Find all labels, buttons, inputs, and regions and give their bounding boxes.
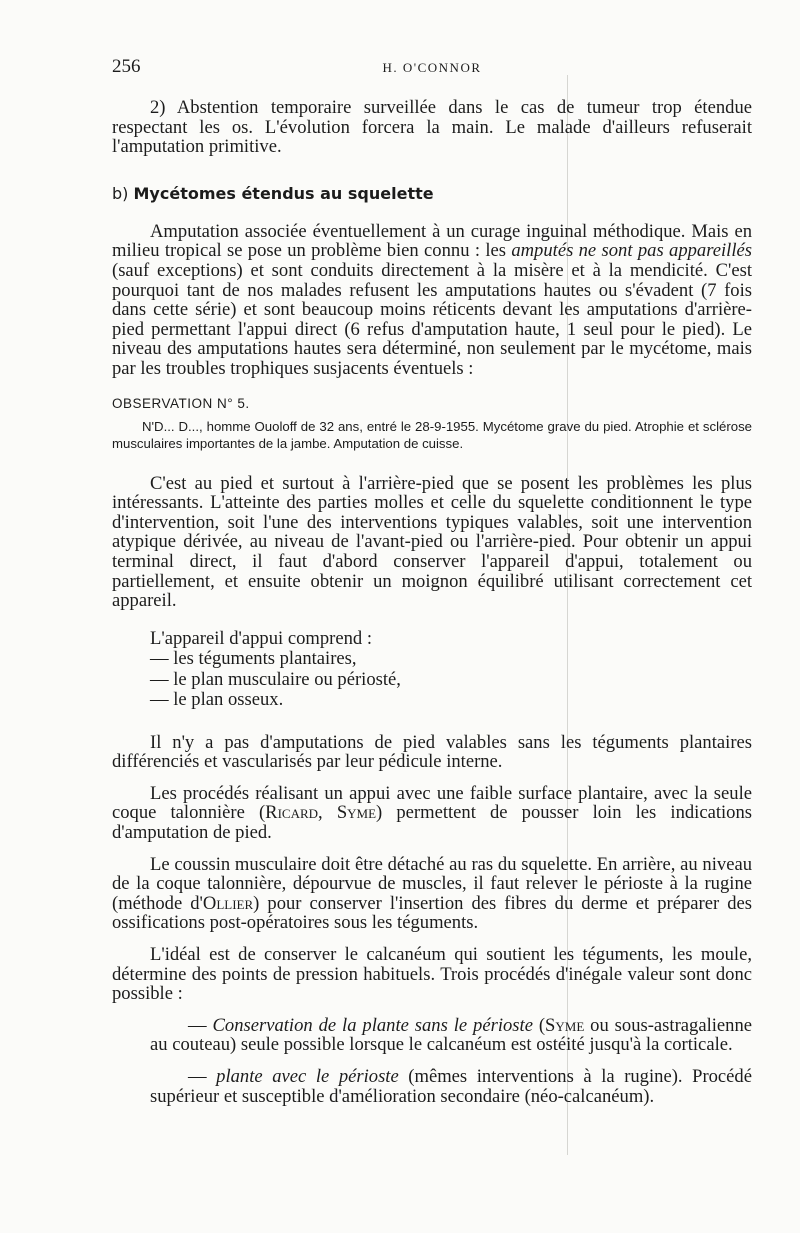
italic-run: Conservation de la plante sans le périoste [212, 1014, 533, 1036]
appareil-intro: L'appareil d'appui comprend : [150, 627, 372, 649]
text-run: — [188, 1014, 213, 1036]
paragraph-coussin [112, 855, 752, 933]
procede-item-1 [150, 1016, 752, 1055]
text-run: (mêmes interventions à la rugine). Procédé supérieur et susceptible d'amélioration secondaire (néo-calcanéum). [150, 1066, 752, 1107]
text-run: (sauf exceptions) et sont conduits directement à la misère et à la mendicité. C'est pourquoi tant de nos malades refusent les amputations hautes ou s'évadent (7 fois dans cette série) et sont beaucoup moins réticents devant les amputations d'arrière-pied permettant l'appui direct (6 refus d'amputation haute, 1 seul pour le pied). Le niveau des amputations hautes sera déterminé, non seulement par le mycétome, mais par les troubles trophiques susjacents éventuels : [112, 259, 752, 379]
text-run: ( [532, 1014, 546, 1036]
italic-run: amputés ne sont pas appareillés [511, 240, 752, 262]
observation-body: N'D... D..., homme Ouoloff de 32 ans, entré le 28-9-1955. Mycétome grave du pied. Atrophie et sclérose musculaires importantes de la jambe. Amputation de cuisse. [112, 418, 752, 451]
page-body [112, 98, 752, 1106]
text-run: ) pour conserver l'insertion des fibres du derme et préparer des ossifications post-opératoires sous les téguments. [112, 892, 752, 934]
text-run: Les procédés réalisant un appui avec une faible surface plantaire, avec la seule coque talonnière ( [112, 782, 752, 824]
list-item: — les téguments plantaires, [150, 648, 357, 670]
paragraph-teguments: Il n'y a pas d'amputations de pied valables sans les téguments plantaires différenciés et vascularisés par leur pédicule interne. [112, 731, 752, 773]
italic-run: plante avec le périoste [216, 1066, 399, 1087]
text-run: Le coussin musculaire doit être détaché au ras du squelette. En arrière, au niveau de la coque talonnière, dépourvue de muscles, il faut relever le périoste à la rugine (méthode d' [112, 853, 752, 914]
author-name: Syme [545, 1014, 585, 1036]
text-run: , [318, 802, 337, 824]
section-title: Mycétomes étendus au squelette [133, 183, 434, 203]
paragraph-ideal: L'idéal est de conserver le calcanéum qui soutient les téguments, les moule, détermine des points de pression habituels. Trois procédés d'inégale valeur sont donc possible : [112, 944, 752, 1005]
text-run: Amputation associée éventuellement à un curage inguinal méthodique. Mais en milieu tropical se pose un problème bien connu : les [112, 220, 752, 262]
section-label: b) [112, 183, 129, 203]
appareil-list [150, 629, 752, 711]
list-item: — le plan musculaire ou périosté, [150, 668, 401, 690]
paragraph-abstention: 2) Abstention temporaire surveillée dans le cas de tumeur trop étendue respectant les os. L'évolution forcera la main. Le malade d'ailleurs refuserait l'amputation primitive. [112, 97, 752, 158]
author-name: Ollier [202, 892, 254, 914]
procede-item-2 [150, 1067, 752, 1106]
text-run: ou sous-astragalienne au couteau) seule possible lorsque le calcanéum est ostéité jusqu'à la corticale. [150, 1014, 753, 1056]
observation-text [112, 418, 752, 452]
paragraph-procedes [112, 784, 752, 843]
observation-title: OBSERVATION N° 5. [112, 395, 250, 411]
list-item: — le plan osseux. [150, 689, 284, 711]
running-head: H. O'CONNOR [382, 60, 482, 75]
page-header [112, 56, 752, 84]
text-run: ) permettent de pousser loin les indications d'amputation de pied. [112, 802, 752, 844]
section-heading-b [112, 184, 752, 204]
paragraph-pied: C'est au pied et surtout à l'arrière-pied que se posent les problèmes les plus intéressants. L'atteinte des parties molles et celle du squelette conditionnent le type d'intervention, soit l'une des interventions typiques valables, soit une intervention atypique dérivée, au niveau de l'avant-pied ou l'arrière-pied. Pour obtenir un appui terminal direct, il faut d'abord conserver l'appareil d'appui, totalement ou partiellement, et ensuite obtenir un moignon équilibré utilisant correctement cet appareil. [112, 472, 752, 612]
text-run: — [188, 1066, 217, 1087]
paragraph-amputation [112, 222, 752, 379]
page-number: 256 [112, 56, 141, 77]
author-name: Ricard [265, 802, 319, 824]
author-name: Syme [336, 802, 377, 824]
